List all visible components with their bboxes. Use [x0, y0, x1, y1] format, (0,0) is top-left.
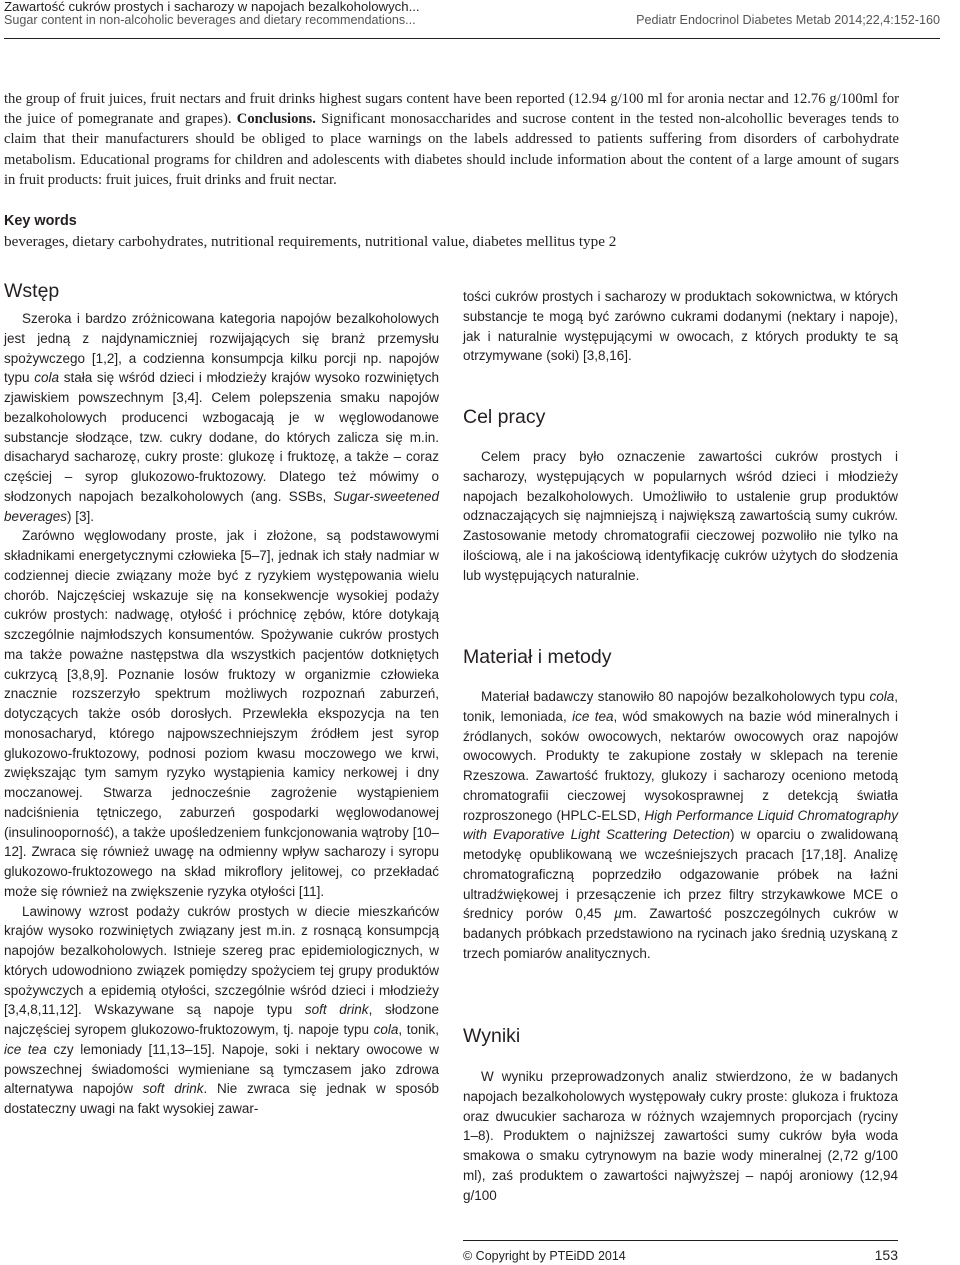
text: , słodzone najczęściej syropem glukozowo-fruktozowym, tj. napoje typu	[4, 1002, 439, 1037]
term: cola	[373, 1022, 399, 1037]
keywords-list: beverages, dietary carbohydrates, nutritional requirements, nutritional value, diabetes mellitus type 2	[4, 233, 617, 250]
paragraph: Celem pracy było oznaczenie zawartości cukrów prostych i sacharozy, występujących w popularnych wśród dzieci i młodzieży napojach bezalkoholowych. Umożliwiło to ustalenie grup produktów odznaczających się najmniejszą i największą zawartością sumy cukrów. Zastosowanie metody chromatografii cieczowej pozwoliło nie tylko na ilościową, ale i na jakościową identyfikację cukrów użytych do słodzenia lub występujących naturalnie.	[463, 449, 898, 583]
running-header	[4, 0, 940, 39]
term: Sugar-sweetened beverages	[4, 488, 439, 524]
paragraph: W wyniku przeprowadzonych analiz stwierdzono, że w badanych napojach bezalkoholowych występowały cukry proste: glukoza i fruktoza oraz dwucukier sacharoza w różnych wzajemnych proporcjach (ryciny 1–8). Produktem o najniższej zawartości sumy cukrów była woda smakowa o smaku cytrynowym na bazie wody mineralnej (2,72 g/100 ml), zaś produktem o zawartości najwyższej – napój aroniowy (12,94 g/100	[463, 1069, 898, 1203]
intro-continuation	[463, 287, 898, 366]
section-heading-wyniki: Wyniki	[463, 1025, 521, 1047]
keywords-heading: Key words	[4, 213, 77, 229]
section-heading-material-metody: Materiał i metody	[463, 646, 612, 668]
conclusions-label: Conclusions.	[236, 111, 316, 128]
paragraph: Zarówno węglowodany proste, jak i złożone, są podstawowymi składnikami energetycznymi człowieka [5–7], jednak ich stały nadmiar w codziennej diecie związany może być z ryzykiem występowania wielu chorób. Najczęściej wskazuje się na konsekwencje wysokiej podaży cukrów prostych: nadwagę, otyłość i próchnicę zębów, które dotykają szczególnie najmłodszych konsumentów. Spożywanie cukrów prostych ma także poważne następstwa dla wszystkich pacjentów dotkniętych cukrzycą [3,8,9]. Poznanie losów fruktozy w organizmie człowieka znacznie rozszerzyło spektrum możliwych rozpoznań zaburzeń, dotyczących także osób dorosłych. Przewlekła ekspozycja na ten monosacharyd, którego najpowszechniejszym źródłem jest syrop glukozowo-fruktozowy, podnosi poziom kwasu moczowego we krwi, zwiększając tym samym ryzyko wystąpienia kamicy nerkowej i dny moczanowej. Stwarza jednocześnie zagrożenie wystąpieniem nadciśnienia tętniczego, zaburzeń gospodarki węglowodanowej (insulinooporność), a także upośledzeniem funkcjonowania wątroby [10–12]. Zwraca się również uwagę na odmienny wpływ sacharozy i syropu glukozowo-fruktozowego na skład mikroflory jelitowej, co przekładać może się również na zwiększenie ryzyka otyłości [11].	[4, 528, 439, 899]
paragraph	[463, 687, 898, 964]
text: . Nie zwraca się jednak w sposób dostateczny uwagi na fakt wysokiej zawar-	[4, 1081, 439, 1116]
text: , tonik,	[398, 1022, 439, 1037]
text: , tonik, lemoniada,	[463, 689, 898, 724]
section-heading-wstep: Wstęp	[4, 280, 60, 302]
text: stała się wśród dzieci i młodzieży krajów wysoko rozwiniętych zjawiskiem powszechnym [3,4]. Celem polepszenia smaku napojów bezalkoholowych producenci wzbogacają je w węglowodanowe substancje słodzące, tzw. cukry dodane, do których zalicza się m.in. disacharyd sacharozę, cukry proste: glukozę i fruktozę, a także – coraz częściej – syrop glukozowo-fruktozowy. Dlatego też mówimy o słodzonych napojach bezalkoholowych (ang. SSBs,	[4, 370, 439, 504]
section-heading-cel-pracy: Cel pracy	[463, 406, 546, 428]
copyright-notice: © Copyright by PTEiDD 2014	[463, 1249, 626, 1263]
text: ) w oparciu o zwalidowaną metodykę opublikowaną we wcześniejszych pracach [17,18]. Analizę chromatograficzną poprzedziło odgazowanie próbek na łaźni ultradźwiękowej i przesączenie ich przez filtry strzykawkowe MCE o średnicy porów 0,45	[463, 827, 898, 922]
text: Materiał badawczy stanowiło 80 napojów bezalkoholowych typu	[481, 689, 870, 704]
text: Lawinowy wzrost podaży cukrów prostych w diecie mieszkańców krajów wysoko rozwiniętych związany jest m.in. z rosnącą konsumpcją napojów bezalkoholowych. Istnieje szereg prac epidemiologicznych, w których udowodniono związek pomiędzy spożyciem tej grupy produktów spożywczych a epidemią otyłości, szczególnie wśród dzieci i młodzieży [3,4,8,11,12]. Wskazywane są napoje typu	[4, 903, 439, 1018]
text: m. Zawartość poszczególnych cukrów w badanych próbkach przedstawiono na rycinach jako średnią uzyskaną z trzech pomiarów analitycznych.	[463, 906, 898, 961]
term: High Performance Liquid Chromatography with Evaporative Light Scattering Detection	[463, 807, 898, 843]
symbol: µ	[614, 906, 622, 922]
aim-text	[463, 447, 898, 585]
footer-divider	[463, 1240, 898, 1241]
term: cola	[34, 370, 59, 386]
journal-citation: Pediatr Endocrinol Diabetes Metab 2014;22,4:152-160	[636, 13, 940, 27]
text: czy lemoniady [11,13–15]. Napoje, soki i nektary owocowe w powszechnej świadomości wymieniane są tymczasem jako zdrowa alternatywa napojów	[4, 1041, 439, 1097]
text: ) [3].	[67, 508, 95, 524]
page-number: 153	[874, 1247, 898, 1263]
term: ice tea	[4, 1041, 47, 1057]
term: soft drink	[304, 1002, 369, 1018]
abstract-conclusions: Significant monosaccharides and sucrose content in the tested non-alcohollic beverages tends to claim that their manufacturers should be obliged to place warnings on the labels addressed to patients suffering from disorders of carbohydrate metabolism. Educational programs for children and adolescents with diabetes should include information about the content of a large amount of sugars in fruit products: fruit juices, fruit drinks and fruit nectar.	[4, 111, 899, 188]
results-text	[463, 1067, 898, 1205]
abstract-text	[4, 89, 899, 190]
paragraph	[4, 902, 439, 1119]
term: cola	[869, 689, 895, 704]
abstract-results: the group of fruit juices, fruit nectars and fruit drinks highest sugars content have been reported (12.94 g/100 ml for aronia nectar and 12.76 g/100ml for the juice of pomegranate and grapes).	[4, 91, 899, 128]
intro-text	[4, 309, 439, 1119]
paragraph: tości cukrów prostych i sacharozy w produktach sokownictwa, w których substancje te mogą być zarówno cukrami dodanymi (nektary i napoje), jak i naturalnie występującymi w owocach, z których produkty te są otrzymywane (soki) [3,8,16].	[463, 289, 898, 364]
paragraph	[4, 309, 439, 526]
term: ice tea	[572, 708, 614, 724]
header-title-polish: Zawartość cukrów prostych i sacharozy w napojach bezalkoholowych...	[4, 0, 420, 14]
term: soft drink	[142, 1081, 204, 1097]
text: Szeroka i bardzo zróżnicowana kategoria napojów bezalkoholowych jest jedną z najdynamiczniej rozwijających się branż przemysłu spożywczego [1,2], a codzienna konsumpcja kilku porcji np. napojów typu	[4, 311, 439, 386]
text: , wód smakowych na bazie wód mineralnych i źródlanych, soków owocowych, nektarów owocowych oraz napojów owocowych. Produkty te zakupione zostały w sklepach na terenie Rzeszowa. Zawartość fruktozy, glukozy i sacharozy oceniono metodą chromatografii cieczowej wysokosprawnej z detekcją światła rozproszonego (HPLC-ELSD,	[463, 708, 899, 823]
methods-text	[463, 687, 898, 964]
header-title-english: Sugar content in non-alcoholic beverages and dietary recommendations...	[4, 13, 416, 27]
